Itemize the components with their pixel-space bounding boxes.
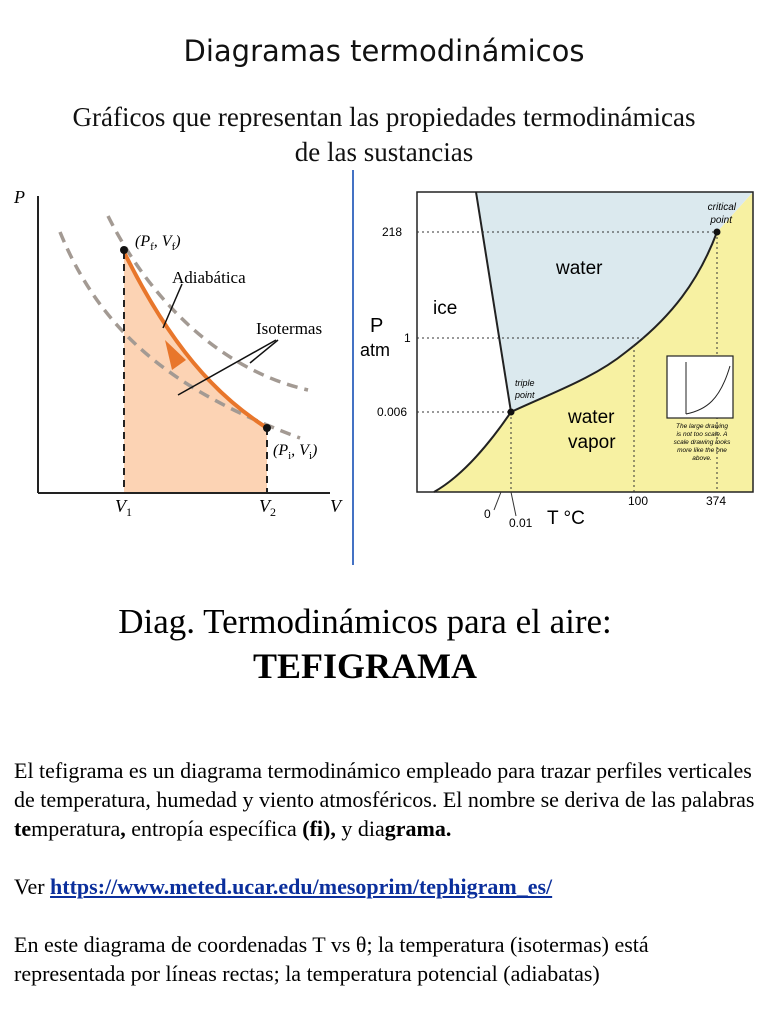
paragraph-link: Ver https://www.meted.ucar.edu/mesoprim/tephigram_es/ <box>14 874 553 899</box>
critical-label-line2: point <box>710 215 732 226</box>
paragraph-coordinates: En este diagrama de coordenadas T vs θ; la temperatura (isotermas) está representada por líneas rectas; la temperatura potencial (adiabatas) <box>14 932 649 986</box>
inset-frame <box>667 356 733 418</box>
triple-point-dot <box>508 409 515 416</box>
critical-label-line1: critical <box>707 202 736 213</box>
subtitle-line-1: Gráficos que representan las propiedades termodinámicas <box>72 102 696 132</box>
slide-subtitle <box>0 100 768 170</box>
isotherms-label: Isotermas <box>256 319 323 338</box>
point-final-dot <box>120 246 128 254</box>
inset-note-1: The large drawing <box>675 423 729 430</box>
inset-note-5: above. <box>692 455 712 462</box>
point-final-label: ($P_f$, $V_f$) <box>135 233 181 253</box>
tephigram-link[interactable]: https://www.meted.ucar.edu/mesoprim/tephigram_es/ <box>50 874 553 899</box>
adiabatic-label: Adiabática <box>172 268 246 287</box>
y-tick-218: 218 <box>382 225 403 239</box>
tick-0-leader <box>494 492 501 510</box>
y-tick-0006: 0.006 <box>377 405 408 419</box>
point-initial-label: ($P_i$, $V_i$) <box>273 442 318 462</box>
slide-title: Diagramas termodinámicos <box>183 34 585 68</box>
subtitle-line-2: de las sustancias <box>294 137 474 167</box>
p-axis-label: P <box>14 187 25 207</box>
v2-label: $V_2$ <box>259 496 276 519</box>
section-heading-bold: TEFIGRAMA <box>253 646 477 686</box>
point-initial-dot <box>263 424 271 432</box>
section-heading <box>0 600 730 688</box>
work-area-fill <box>124 252 267 493</box>
x-tick-374: 374 <box>706 494 727 508</box>
vapor-label-line1: water <box>568 407 615 428</box>
inset-note-4: more like the one <box>677 447 727 454</box>
section-heading-line: Diag. Termodinámicos para el aire: <box>118 602 612 641</box>
vapor-label-line2: vapor <box>568 432 616 453</box>
body-text <box>14 756 759 988</box>
ice-label: ice <box>433 298 458 319</box>
tick-001-leader <box>511 492 516 516</box>
phase-diagram <box>354 180 768 540</box>
p-axis-unit: atm <box>360 340 391 360</box>
adiabat-pointer <box>163 284 182 328</box>
v1-label: $V_1$ <box>115 496 132 519</box>
x-tick-100: 100 <box>628 494 649 508</box>
t-axis-label: T °C <box>547 508 585 529</box>
triple-label-line2: point <box>515 390 535 400</box>
water-label: water <box>556 258 603 279</box>
v-axis-label: V <box>330 496 341 516</box>
critical-point-dot <box>714 229 721 236</box>
x-tick-0: 0 <box>484 507 491 521</box>
pv-diagram <box>0 180 352 525</box>
p-axis-label: P <box>370 315 384 337</box>
triple-label-line1: triple <box>515 378 535 388</box>
scale-inset <box>667 356 733 462</box>
paragraph-definition: El tefigrama es un diagrama termodinámico empleado para trazar perfiles verticales de temperatura, humedad y viento atmosféricos. El nombre se deriva de las palabras temperatura, entropía específica (fi), y diagrama. <box>14 758 755 841</box>
x-tick-001: 0.01 <box>509 516 533 530</box>
y-tick-1: 1 <box>404 331 411 345</box>
inset-note-2: is not too scale. A <box>676 431 728 438</box>
inset-note-3: scale drawing looks <box>673 439 731 446</box>
